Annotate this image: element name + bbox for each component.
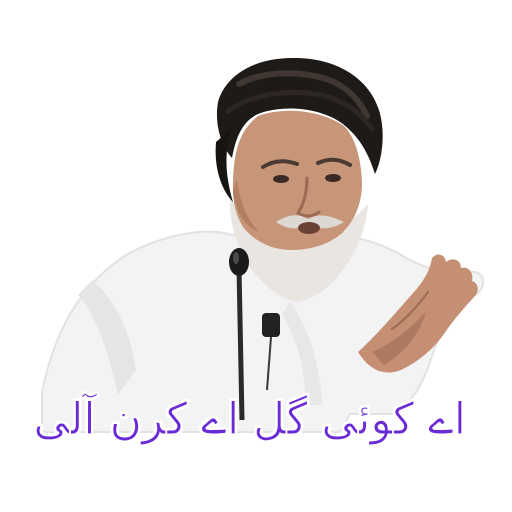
lapel-microphone-icon [262, 313, 280, 337]
mouth [298, 222, 320, 234]
urdu-caption: اے کوئی گل اے کرن آلی [33, 394, 466, 445]
right-eye [325, 174, 341, 182]
microphone-grille-highlight [233, 252, 239, 264]
microphone-icon [229, 248, 249, 276]
face [233, 111, 362, 250]
left-eye [273, 175, 289, 183]
